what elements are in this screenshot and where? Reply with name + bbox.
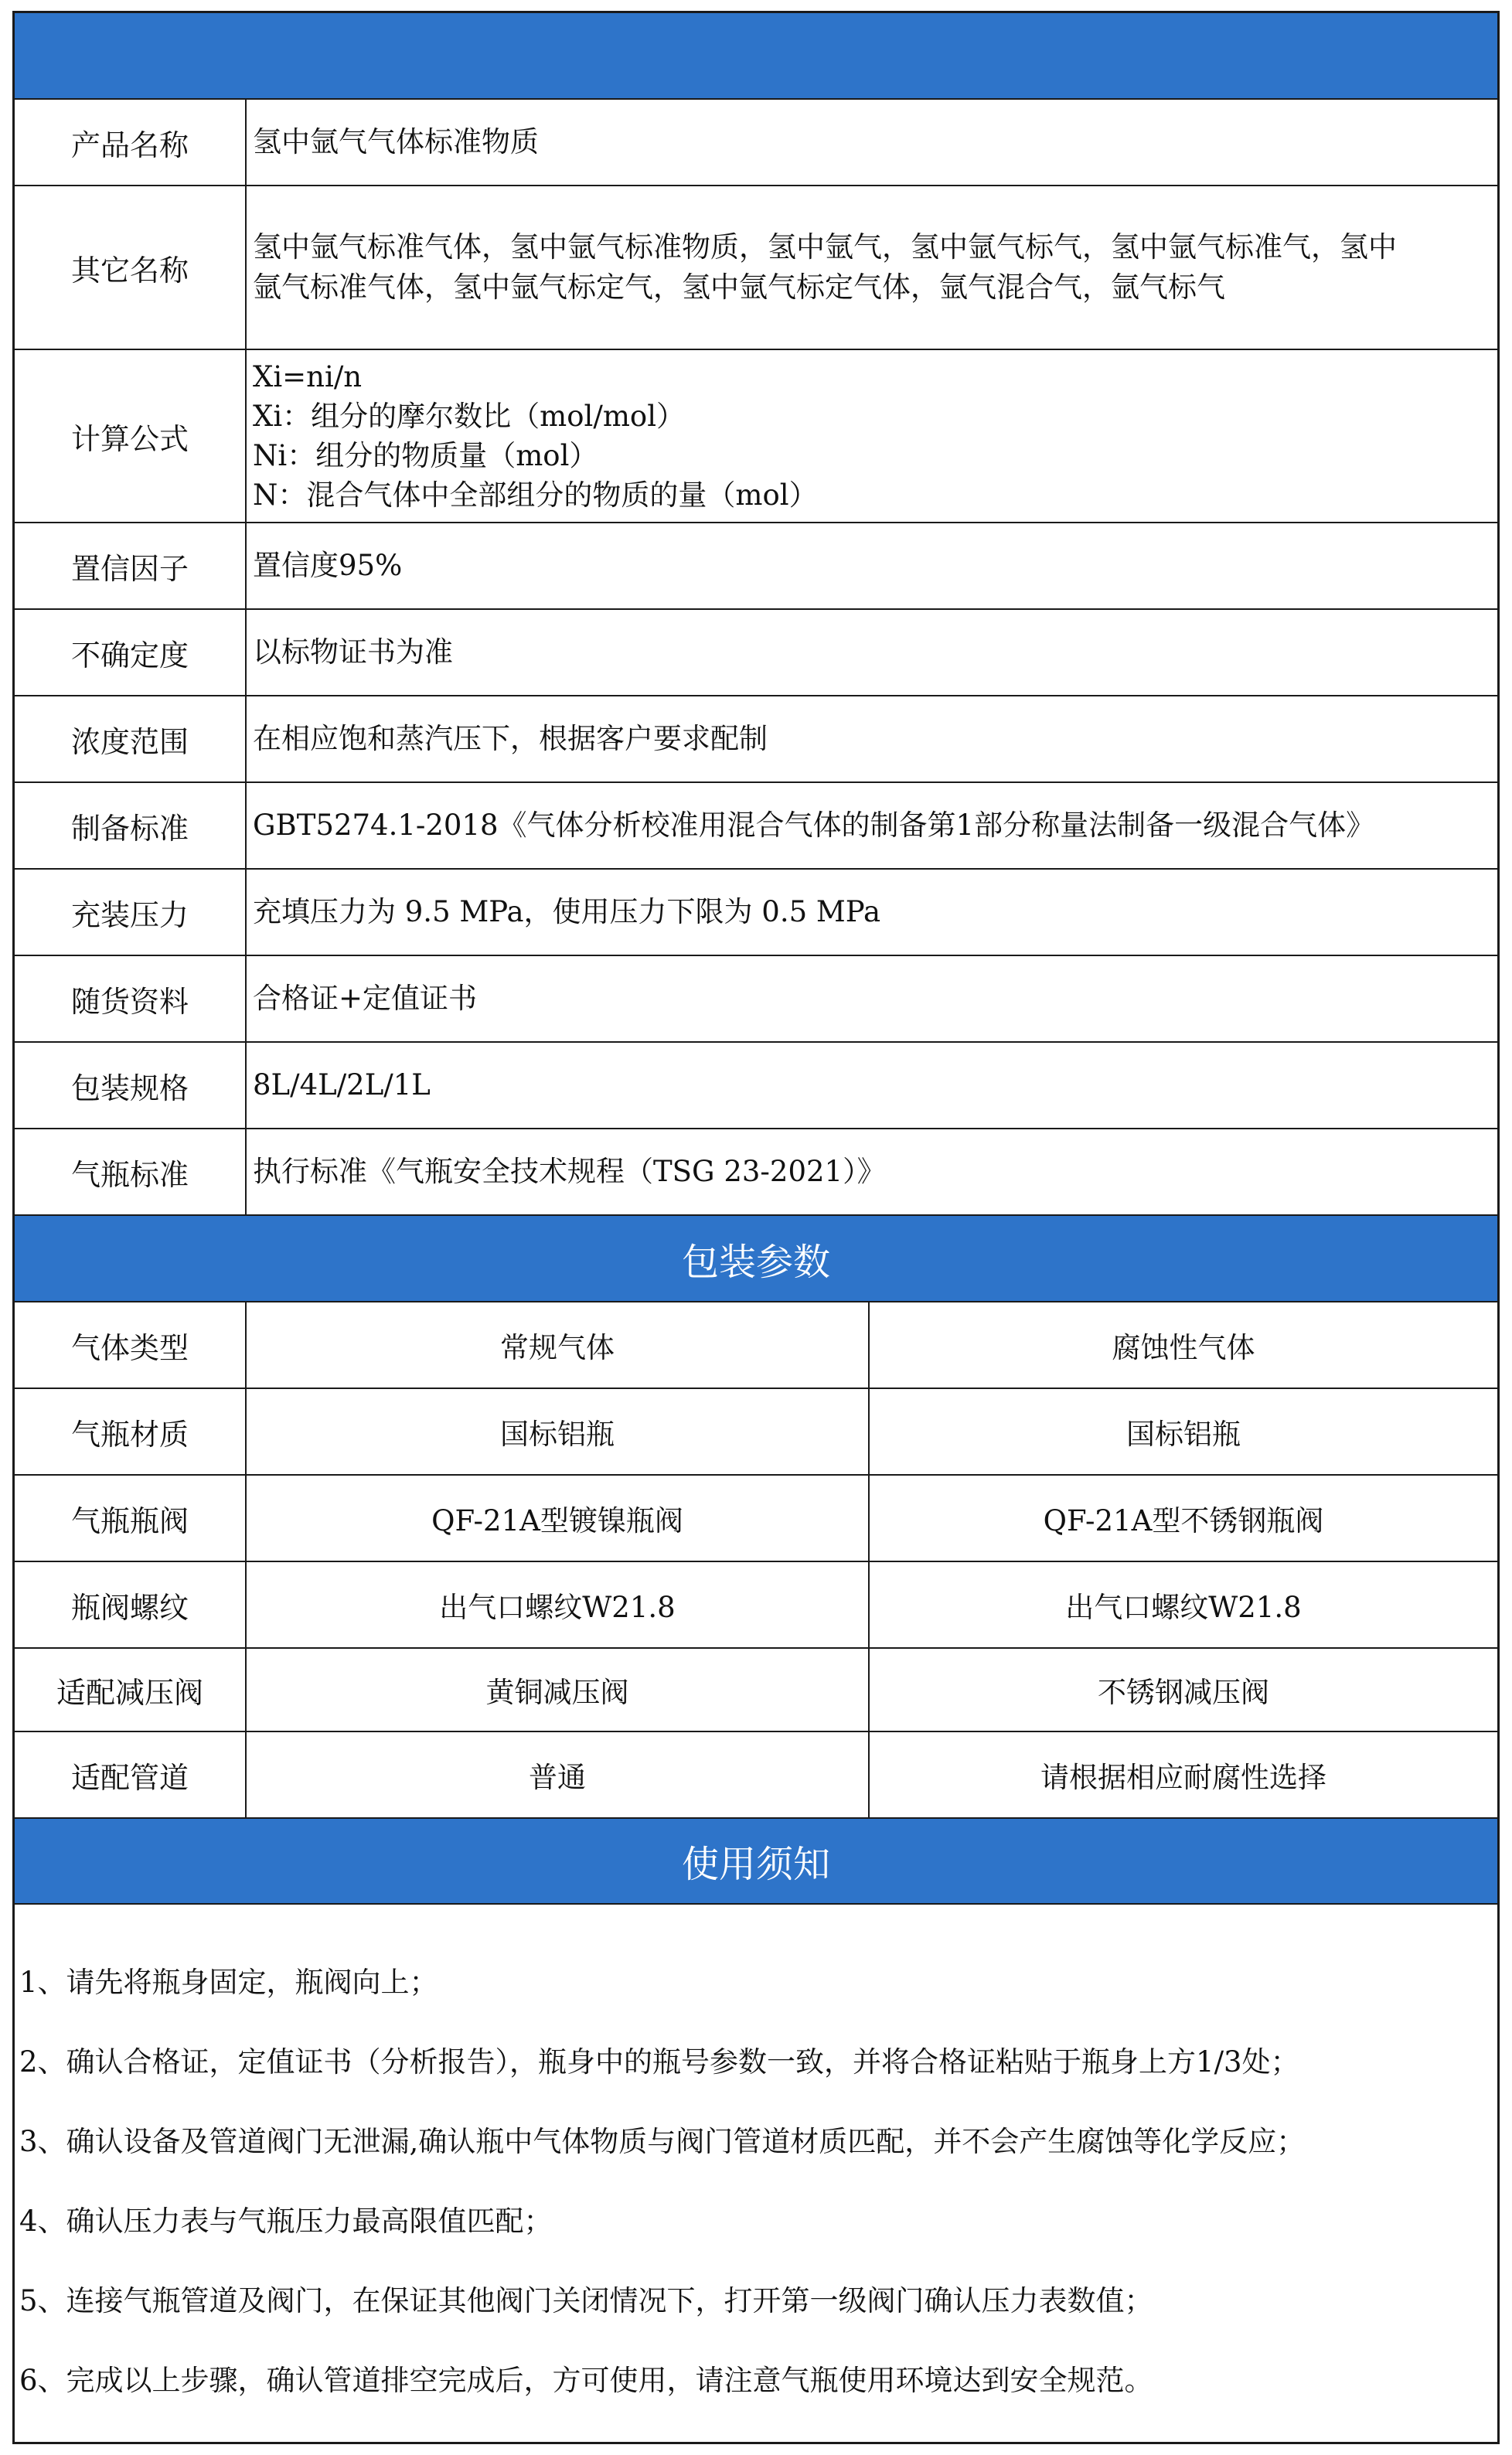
row-value: 充填压力为 9.5 MPa，使用压力下限为 0.5 MPa (253, 895, 881, 928)
row-label: 不确定度 (15, 610, 247, 695)
normal-gas-cell: 黄铜减压阀 (247, 1649, 870, 1731)
info-row-uncertainty (15, 610, 1497, 696)
normal-gas-cell: 常规气体 (247, 1302, 870, 1388)
row-value: 在相应饱和蒸汽压下，根据客户要求配制 (253, 722, 768, 755)
packaging-row (15, 1732, 1497, 1819)
row-value: 置信度95% (253, 549, 403, 582)
info-row-documents (15, 956, 1497, 1043)
normal-gas-cell: 国标铝瓶 (247, 1389, 870, 1474)
info-row-other-names (15, 186, 1497, 350)
usage-note: 1、请先将瓶身固定，瓶阀向上； (19, 1966, 438, 1999)
info-row-confidence (15, 523, 1497, 610)
row-label: 浓度范围 (15, 696, 247, 781)
row-label: 随货资料 (15, 956, 247, 1041)
row-label: 制备标准 (15, 783, 247, 868)
row-label: 气瓶瓶阀 (15, 1476, 247, 1561)
formula-line: Xi：组分的摩尔数比（mol/mol） (253, 400, 686, 433)
value-line: 氩气标准气体，氢中氩气标定气，氢中氩气标定气体，氩气混合气，氩气标气 (253, 271, 1225, 304)
corrosive-gas-cell: 国标铝瓶 (1126, 1418, 1241, 1451)
packaging-row (15, 1562, 1497, 1649)
row-value: 8L/4L/2L/1L (253, 1068, 431, 1102)
row-label: 置信因子 (15, 523, 247, 608)
usage-note: 4、确认压力表与气瓶压力最高限值匹配； (19, 2205, 553, 2238)
usage-title: 使用须知 (681, 1843, 830, 1886)
corrosive-gas-cell: QF-21A型不锈钢瓶阀 (1043, 1504, 1324, 1537)
normal-gas-cell: 出气口螺纹W21.8 (247, 1562, 870, 1647)
usage-note: 6、完成以上步骤，确认管道排空完成后，方可使用，请注意气瓶使用环境达到安全规范。 (19, 2364, 1153, 2397)
row-label: 适配管道 (15, 1732, 247, 1817)
row-value (247, 186, 1497, 349)
row-label: 气瓶材质 (15, 1389, 247, 1474)
row-value: 合格证+定值证书 (253, 982, 478, 1015)
corrosive-gas-cell: 请根据相应耐腐性选择 (1040, 1761, 1326, 1794)
row-value: 氢中氩气气体标准物质 (253, 125, 539, 158)
info-row-cylinder-standard (15, 1129, 1497, 1216)
header-band (15, 13, 1497, 100)
info-row-concentration (15, 696, 1497, 783)
info-row-pressure (15, 870, 1497, 956)
corrosive-gas-cell: 不锈钢减压阀 (1098, 1676, 1269, 1709)
row-label: 计算公式 (15, 350, 247, 522)
row-label: 其它名称 (15, 186, 247, 349)
packaging-row (15, 1649, 1497, 1732)
usage-title-band (15, 1819, 1497, 1905)
row-label: 气体类型 (15, 1302, 247, 1388)
row-value (247, 350, 1497, 522)
normal-gas-cell: QF-21A型镀镍瓶阀 (247, 1476, 870, 1561)
info-row-package-size (15, 1043, 1497, 1129)
packaging-title: 包装参数 (681, 1240, 830, 1284)
info-row-product-name (15, 100, 1497, 186)
row-label: 包装规格 (15, 1043, 247, 1128)
normal-gas-cell: 普通 (247, 1732, 870, 1817)
product-spec-sheet (12, 11, 1500, 2444)
row-value: GBT5274.1-2018《气体分析校准用混合气体的制备第1部分称量法制备一级混合气体》 (253, 809, 1375, 842)
corrosive-gas-cell: 出气口螺纹W21.8 (1065, 1591, 1302, 1624)
row-label: 瓶阀螺纹 (15, 1562, 247, 1647)
formula-line: Xi=ni/n (253, 360, 363, 393)
row-label: 充装压力 (15, 870, 247, 955)
row-value: 执行标准《气瓶安全技术规程（TSG 23-2021）》 (253, 1155, 886, 1188)
value-line: 氢中氩气标准气体，氢中氩气标准物质，氢中氩气，氢中氩气标气，氢中氩气标准气，氢中 (253, 230, 1397, 264)
row-label: 产品名称 (15, 100, 247, 185)
usage-note: 2、确认合格证，定值证书（分析报告），瓶身中的瓶号参数一致，并将合格证粘贴于瓶身上方1/3处； (19, 2045, 1299, 2079)
formula-line: Ni：组分的物质量（mol） (253, 439, 598, 472)
packaging-row (15, 1476, 1497, 1562)
packaging-row (15, 1302, 1497, 1389)
packaging-row (15, 1389, 1497, 1476)
row-label: 气瓶标准 (15, 1129, 247, 1214)
info-row-standard (15, 783, 1497, 870)
info-row-formula (15, 350, 1497, 523)
usage-note: 5、连接气瓶管道及阀门，在保证其他阀门关闭情况下，打开第一级阀门确认压力表数值； (19, 2284, 1153, 2317)
usage-notes (15, 1905, 1497, 2442)
corrosive-gas-cell: 腐蚀性气体 (1112, 1331, 1255, 1364)
usage-note: 3、确认设备及管道阀门无泄漏,确认瓶中气体物质与阀门管道材质匹配，并不会产生腐蚀等化学反应； (19, 2125, 1306, 2158)
row-label: 适配减压阀 (15, 1649, 247, 1731)
row-value: 以标物证书为准 (253, 635, 453, 669)
packaging-title-band (15, 1216, 1497, 1302)
formula-line: N：混合气体中全部组分的物质的量（mol） (253, 478, 818, 512)
